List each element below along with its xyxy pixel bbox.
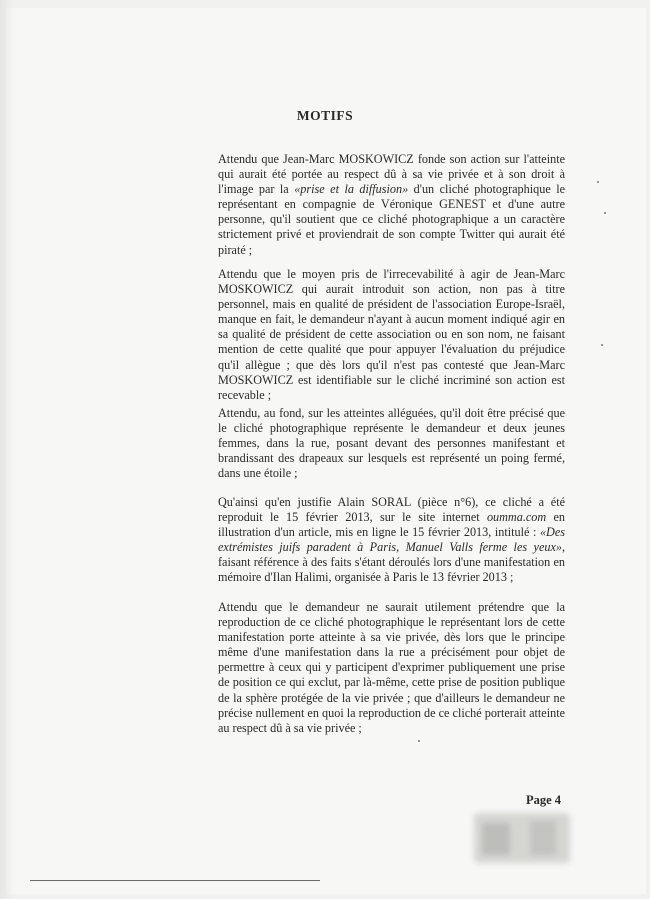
paragraph-5	[218, 600, 565, 736]
italic-run: «prise et la diffusion»	[294, 182, 409, 197]
scan-speck	[418, 740, 420, 742]
text-run: Attendu que le demandeur ne saurait utilement prétendre que la reproduction de ce cliché photographique le représentant lors de cette manifestation porte atteinte à sa vie privée, dès lors que le principe même d'une manifestation dans la rue a précisément pour objet de permettre à ceux qui y participent d'exprimer publiquement une prise de position ce qui exclut, par là-même, cette prise de position publique de la sphère protégée de la vie privée ; que d'ailleurs le demandeur ne précise nullement en quoi la reproduction de ce cliché porterait atteinte au respect dû à sa vie privée ;	[218, 600, 565, 735]
text-run: , faisant référence à des faits s'étant déroulés lors d'une manifestation en mémoire d'Ilan Halimi, organisée à Paris le 13 février 2013 ;	[218, 540, 565, 585]
text-run: Qu'ainsi qu'en justifie Alain SORAL (pièce n°6), ce cliché a été reproduit le 15 février 2013, sur le site internet	[218, 495, 565, 525]
section-title: MOTIFS	[296, 108, 354, 123]
footer-rule	[30, 880, 320, 881]
paragraph-2	[218, 267, 565, 403]
italic-run: «Des extrémistes juifs paradent à Paris, Manuel Valls ferme les yeux»	[218, 525, 565, 555]
scan-speck	[604, 212, 606, 214]
scan-speck	[597, 181, 599, 183]
text-run: Attendu que le moyen pris de l'irrecevabilité à agir de Jean-Marc MOSKOWICZ qui aurait introduit son action, non pas à titre personnel, mais en qualité de président de l'association Europe-Israël, manque en fait, le demandeur n'ayant à aucun moment indiqué agir en sa qualité de président de cette association ou en son nom, ne faisant mention de cette qualité que pour appuyer l'évaluation du préjudice qu'il allègue ; que dès lors qu'il n'est pas contesté que Jean-Marc MOSKOWICZ est identifiable sur le cliché incriminé son action est recevable ;	[218, 267, 565, 402]
scan-edge-shadow	[0, 0, 14, 899]
text-run: Attendu, au fond, sur les atteintes alléguées, qu'il doit être précisé que le cliché photographique représente le demandeur et deux jeunes femmes, dans la rue, posant devant des personnes manifestant et brandissant des drapeaux sur lesquels est représenté un poing fermé, dans une étoile ;	[218, 406, 565, 481]
scan-speck	[601, 344, 603, 346]
italic-run: oumma.com	[486, 510, 547, 525]
paragraph-4	[218, 495, 565, 586]
text-run: Attendu que Jean-Marc MOSKOWICZ fonde son action sur l'atteinte qui aurait été portée au respect dû à sa vie privée et à son droit à l'image par la	[218, 152, 565, 197]
text-run: en illustration d'un article, mis en ligne le 15 février 2013, intitulé :	[218, 510, 565, 540]
paragraph-3	[218, 406, 565, 481]
page-number: Page 4	[526, 793, 562, 807]
text-run: d'un cliché photographique le représentant en compagnie de Véronique GENEST et d'une autre personne, qu'il soutient que ce cliché photographique a un caractère strictement privé et proviendrait de son compte Twitter qui aurait été piraté ;	[218, 182, 566, 257]
paragraph-1	[218, 152, 565, 258]
blurred-stamp	[474, 813, 570, 863]
